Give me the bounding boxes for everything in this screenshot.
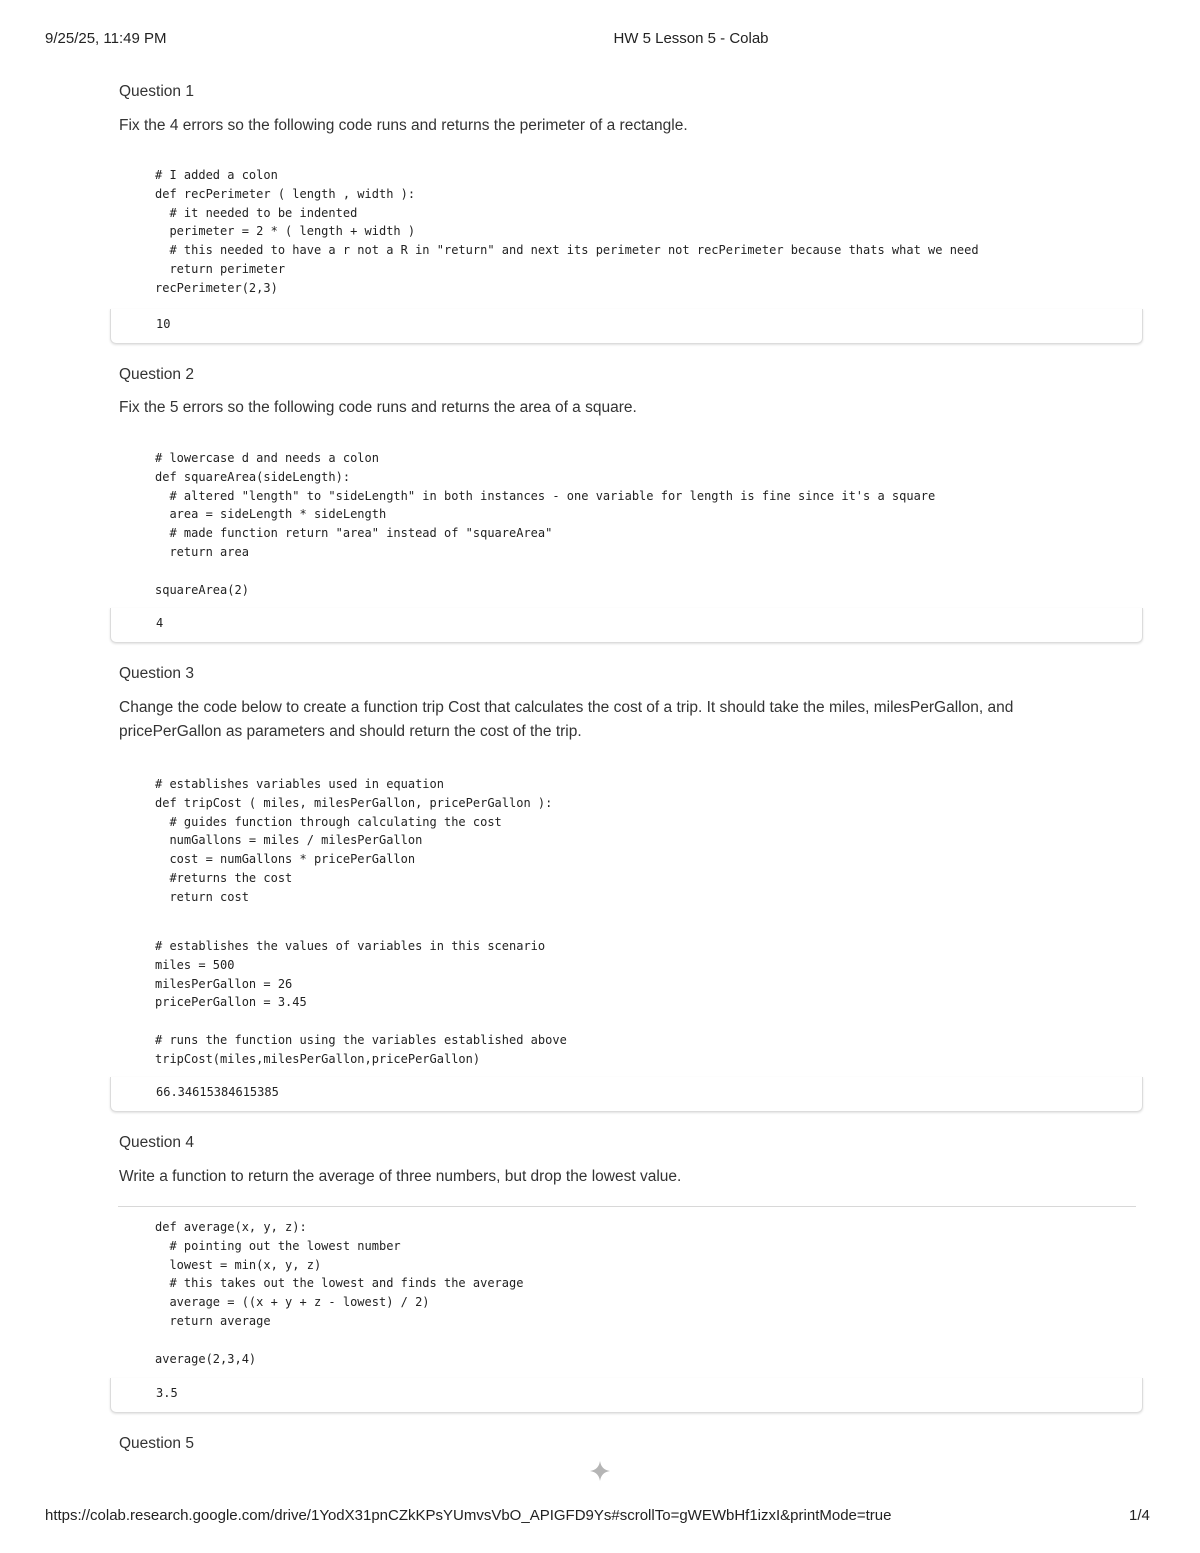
- question-4-code-cell[interactable]: def average(x, y, z): # pointing out the lowest number lowest = min(x, y, z) # this takes out the lowest and finds the average average = ((x + y + z - lowest) / 2) return average average(2,3,4): [155, 1220, 524, 1366]
- question-1-text: Fix the 4 errors so the following code runs and returns the perimeter of a rectangle.: [119, 117, 688, 134]
- question-1-output: [110, 309, 1143, 344]
- page-url: https://colab.research.google.com/drive/1YodX31pnCZkKPsYUmvsVbO_APIGFD9Ys#scrollTo=gWEWbHf1izxI&printMode=true: [45, 1507, 892, 1524]
- question-3-title: Question 3: [119, 665, 194, 682]
- question-2-output-text: 4: [156, 616, 164, 630]
- question-1-output-text: 10: [156, 317, 171, 331]
- question-1-code-cell[interactable]: # I added a colon def recPerimeter ( length , width ): # it needed to be indented perimeter = 2 * ( length + width ) # this needed to have a r not a R in "return" and next its perimeter not recPerimeter because thats what we need return perimeter recPerimeter(2,3): [155, 168, 979, 295]
- question-4-text: Write a function to return the average of three numbers, but drop the lowest value.: [119, 1168, 682, 1185]
- question-1-title: Question 1: [119, 83, 194, 100]
- question-3-output-text: 66.34615384615385: [156, 1085, 279, 1099]
- question-4-title: Question 4: [119, 1134, 194, 1151]
- question-3-text: Change the code below to create a function trip Cost that calculates the cost of a trip. It should take the miles, milesPerGallon, and pricePerGallon as parameters and should return the cost of the trip.: [119, 699, 1014, 740]
- question-4-output: [110, 1378, 1143, 1413]
- page-number: 1/4: [1129, 1507, 1150, 1524]
- cell-divider: [118, 1206, 1136, 1207]
- question-2-output: [110, 608, 1143, 643]
- question-4-output-text: 3.5: [156, 1386, 178, 1400]
- question-2-text: Fix the 5 errors so the following code runs and returns the area of a square.: [119, 399, 637, 416]
- page-title: HW 5 Lesson 5 - Colab: [613, 30, 769, 47]
- question-3-code-cell-function[interactable]: # establishes variables used in equation def tripCost ( miles, milesPerGallon, pricePerGallon ): # guides function through calculating the cost numGallons = miles / milesPerGallon cost = numGallons * pricePerGallon #returns the cost return cost: [155, 777, 553, 904]
- question-2-code-cell[interactable]: # lowercase d and needs a colon def squareArea(sideLength): # altered "length" to "sideLength" in both instances - one variable for length is fine since it's a square area = sideLength * sideLength # made function return "area" instead of "squareArea" return area squareArea(2): [155, 451, 936, 597]
- print-datetime: 9/25/25, 11:49 PM: [45, 30, 167, 47]
- question-5-title: Question 5: [119, 1435, 194, 1452]
- question-3-code-cell-call[interactable]: # establishes the values of variables in this scenario miles = 500 milesPerGallon = 26 pricePerGallon = 3.45 # runs the function using the variables established above tripCost(miles,milesPerGallon,pricePerGallon): [155, 939, 567, 1066]
- question-3-output: [110, 1077, 1143, 1112]
- sparkle-icon[interactable]: [589, 1460, 611, 1482]
- question-2-title: Question 2: [119, 366, 194, 383]
